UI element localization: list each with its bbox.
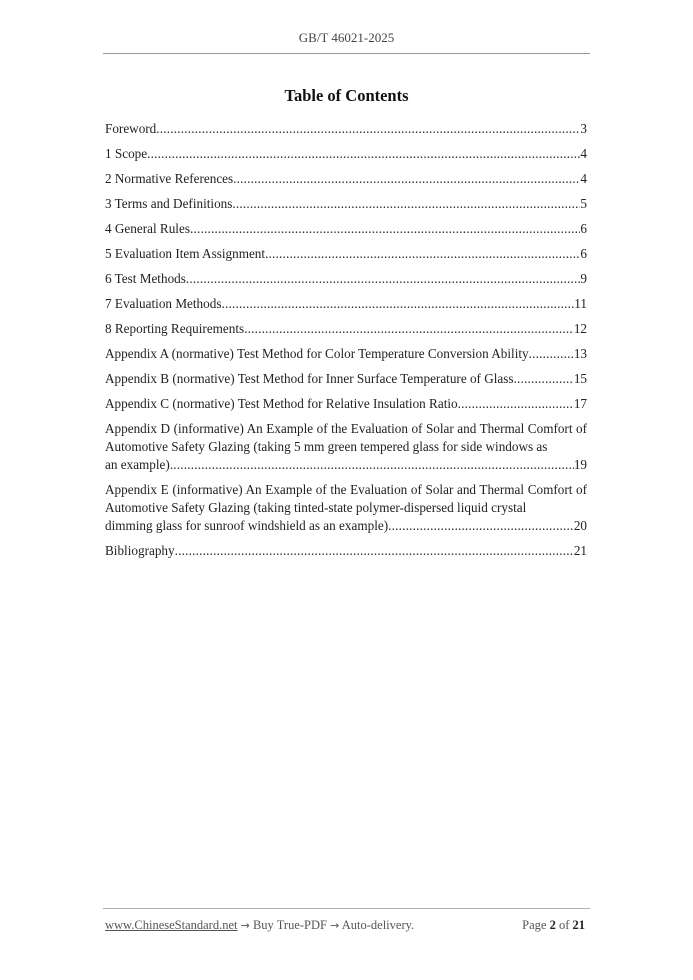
auto-delivery-text: Auto-delivery.: [341, 918, 415, 932]
document-id: GB/T 46021-2025: [298, 30, 395, 45]
toc-entry-label: 6 Test Methods: [105, 271, 186, 286]
toc-entry-evaluation-item-assignment[interactable]: [105, 245, 587, 263]
document-header: [103, 30, 590, 46]
toc-entry-appendix-c[interactable]: [105, 395, 587, 413]
toc-entry-label: 3 Terms and Definitions: [105, 196, 233, 211]
toc-entry-page: 4: [580, 171, 587, 186]
toc-entry-page: 12: [573, 321, 587, 336]
arrow-right-icon: →: [240, 919, 250, 932]
toc-entry-appendix-a[interactable]: [105, 345, 587, 363]
dot-leader: [170, 456, 574, 474]
toc-entry-label: 1 Scope: [105, 146, 148, 161]
dot-leader: [186, 270, 581, 288]
toc-entry-page: 13: [573, 346, 587, 361]
toc-entry-label: 2 Normative References: [105, 171, 234, 186]
toc-entry-appendix-b[interactable]: [105, 370, 587, 388]
toc-entry-page: 3: [580, 121, 587, 136]
toc-entry-label: 8 Reporting Requirements: [105, 321, 245, 336]
dot-leader: [244, 320, 574, 338]
page-current: 2: [549, 918, 556, 932]
toc-entry-page: 20: [573, 518, 587, 533]
toc-entry-page: 6: [580, 246, 587, 261]
toc-entry-terms-definitions[interactable]: [105, 195, 587, 213]
toc-entry-label: Appendix B (normative) Test Method for Inner Surface Temperature of Glass: [105, 371, 514, 386]
toc-entry-page: 5: [580, 196, 587, 211]
toc-entry-bibliography[interactable]: [105, 542, 587, 560]
toc-entry-evaluation-methods[interactable]: [105, 295, 587, 313]
dot-leader: [221, 295, 574, 313]
site-link[interactable]: www.ChineseStandard.net: [105, 918, 238, 932]
page-indicator: [522, 918, 585, 933]
toc-entry-page: 9: [580, 271, 587, 286]
dot-leader: [514, 370, 574, 388]
dot-leader: [265, 245, 580, 263]
footer-divider: [103, 908, 590, 909]
dot-leader: [156, 120, 580, 138]
page-word: Page: [522, 918, 547, 932]
toc-entry-test-methods[interactable]: [105, 270, 587, 288]
header-divider: [103, 53, 590, 54]
dot-leader: [175, 542, 574, 560]
dot-leader: [190, 220, 580, 238]
dot-leader: [529, 345, 574, 363]
dot-leader: [232, 195, 580, 213]
toc-entry-scope[interactable]: [105, 145, 587, 163]
toc-entry-page: 4: [580, 146, 587, 161]
toc-entry-label: 7 Evaluation Methods: [105, 296, 222, 311]
toc-entry-label: 4 General Rules: [105, 221, 190, 236]
toc-entry-page: 15: [573, 371, 587, 386]
toc-entry-page: 11: [574, 296, 587, 311]
document-footer: [105, 918, 585, 933]
toc-entry-label: Appendix D (informative) An Example of the Evaluation of Solar and Thermal Comfort of Automotive Safety Glazing (taking 5 mm green tempered glass for side windows as: [105, 421, 587, 454]
of-word: of: [558, 918, 570, 932]
toc-entry-label-tail: dimming glass for sunroof windshield as an example): [105, 518, 389, 533]
toc-entry-page: 19: [573, 457, 587, 472]
toc-entry-label: Foreword: [105, 121, 157, 136]
toc-entry-page: 6: [580, 221, 587, 236]
toc-entry-label: Appendix E (informative) An Example of the Evaluation of Solar and Thermal Comfort of Automotive Safety Glazing (taking tinted-state polymer-dispersed liquid crystal: [105, 482, 587, 515]
dot-leader: [147, 145, 580, 163]
toc-entry-label: Appendix A (normative) Test Method for Color Temperature Conversion Ability: [105, 346, 529, 361]
dot-leader: [458, 395, 574, 413]
toc-entry-appendix-e[interactable]: [105, 481, 587, 535]
toc-entry-appendix-d[interactable]: [105, 420, 587, 474]
toc-entry-general-rules[interactable]: [105, 220, 587, 238]
toc-entry-page: 21: [573, 543, 587, 558]
dot-leader: [233, 170, 580, 188]
toc-entry-label: Bibliography: [105, 543, 175, 558]
page-total: 21: [572, 918, 585, 932]
dot-leader: [388, 517, 574, 535]
toc-entry-reporting-requirements[interactable]: [105, 320, 587, 338]
buy-text: Buy True-PDF: [252, 918, 327, 932]
toc-entry-normative-references[interactable]: [105, 170, 587, 188]
arrow-right-icon: →: [330, 919, 340, 932]
toc-entry-page: 17: [573, 396, 587, 411]
toc-title: Table of Contents: [284, 86, 409, 105]
toc-entry-label: 5 Evaluation Item Assignment: [105, 246, 266, 261]
table-of-contents: [105, 120, 587, 567]
footer-promo: [105, 918, 414, 933]
toc-entry-label-tail: an example): [105, 457, 170, 472]
toc-entry-label: Appendix C (normative) Test Method for Relative Insulation Ratio: [105, 396, 458, 411]
toc-entry-foreword[interactable]: [105, 120, 587, 138]
